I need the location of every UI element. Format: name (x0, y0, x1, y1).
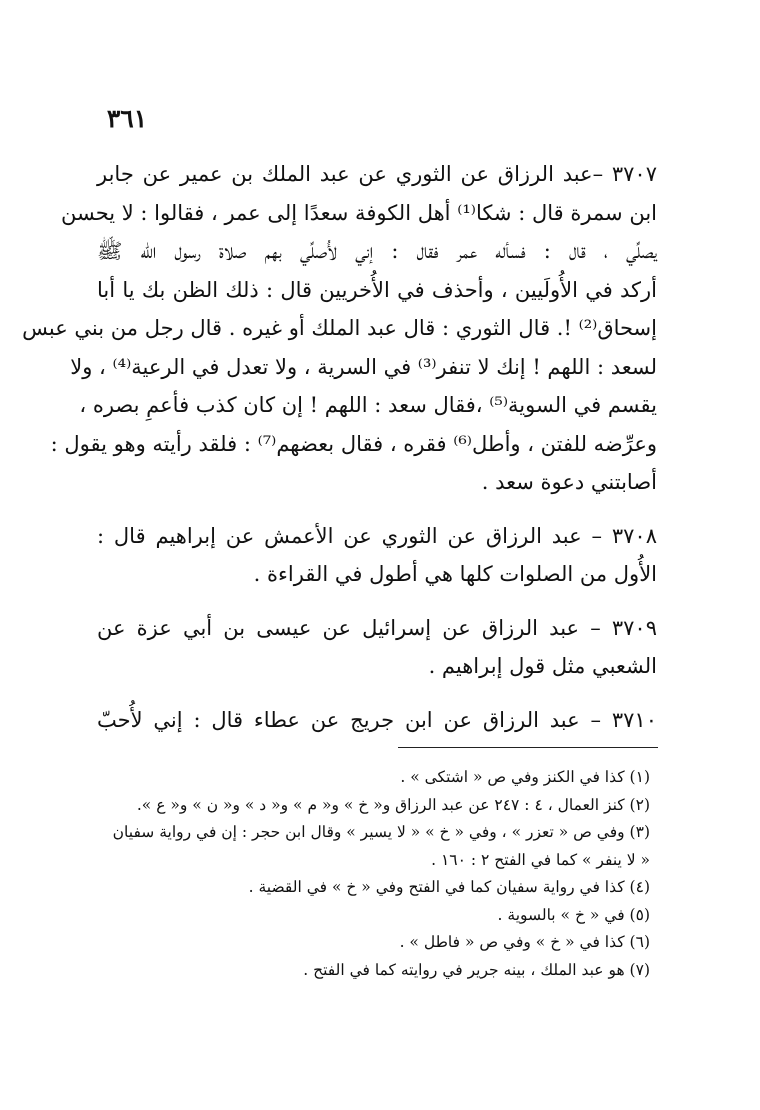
footnotes (95, 764, 650, 984)
footnote-3-continued: « لا ينفر » كما في الفتح ٢ : ١٦٠ . (431, 850, 650, 869)
footnote-7: (٧) هو عبد الملك ، بينه جرير في روايته كما في الفتح . (303, 960, 650, 979)
hadith-line: إسحاق⁽²⁾ !. قال الثوري : قال عبد الملك أو غيره . قال رجل من بني عبس (22, 316, 657, 340)
hadith-body (22, 155, 657, 754)
hadith-3708 (97, 517, 657, 594)
hadith-line: وعرِّضه للفتن ، وأطل⁽⁶⁾ فقره ، فقال بعضهم⁽⁷⁾ : فلقد رأيته وهو يقول : (50, 431, 657, 456)
footnote-3: (٣) وفي ص « تعزر » ، وفي « خ » « لا يسير » وقال ابن حجر : إن في رواية سفيان (112, 823, 650, 841)
hadith-line: ابن سمرة قال : شكا⁽¹⁾ أهل الكوفة سعدًا إلى عمر ، فقالوا : لا يحسن (60, 200, 657, 225)
hadith-3710 (97, 701, 657, 740)
hadith-line: أصابتني دعوة سعد . (481, 470, 657, 494)
hadith-line: يقسم في السوية⁽⁵⁾ ،فقال سعد : اللهم ! إن كان كذب فأعمِ بصره ، (79, 393, 657, 417)
hadith-line: ٣٧٠٨ – عبد الرزاق عن الثوري عن الأعمش عن إبراهيم قال : (97, 523, 657, 548)
hadith-line: ٣٧٠٧ –عبد الرزاق عن الثوري عن عبد الملك بن عمير عن جابر (97, 162, 657, 186)
hadith-line: الشعبي مثل قول إبراهيم . (428, 654, 657, 678)
hadith-line: لسعد : اللهم ! إنك لا تنفر⁽³⁾ في السرية ، ولا تعدل في الرعية⁽⁴⁾ ، ولا (70, 354, 657, 379)
hadith-line: يصلِّي ، قال : فسأله عمر فقال : إني لأُصلِّي بهم صلاة رسول الله ﷺ (97, 239, 657, 263)
footnote-4: (٤) كذا في رواية سفيان كما في الفتح وفي « خ » في القضية . (248, 878, 650, 896)
hadith-line: ٣٧٠٩ – عبد الرزاق عن إسرائيل عن عيسى بن أبي عزة عن (97, 615, 657, 640)
hadith-line: الأُول من الصلوات كلها هي أطول في القراءة . (253, 562, 657, 586)
hadith-line: ٣٧١٠ – عبد الرزاق عن ابن جريج عن عطاء قال : إني لأُحبّ (97, 707, 657, 732)
hadith-line: أركد في الأُولَيين ، وأحذف في الأُخريين قال : ذلك الظن بك يا أبا (97, 277, 657, 302)
footnote-divider (398, 747, 658, 748)
footnote-2: (٢) كنز العمال ، ٤ : ٢٤٧ عن عبد الرزاق و« خ » و« م » و« د » و« ن » و« ع ». (136, 795, 650, 814)
footnote-1: (١) كذا في الكنز وفي ص « اشتكى » . (400, 768, 650, 786)
footnote-5: (٥) في « خ » بالسوية . (497, 905, 650, 924)
hadith-3707 (22, 155, 657, 502)
hadith-3709 (97, 609, 657, 686)
footnote-6: (٦) كذا في « خ » وفي ص « فاطل » . (399, 933, 650, 951)
page-number: ٣٦١ (106, 104, 148, 133)
